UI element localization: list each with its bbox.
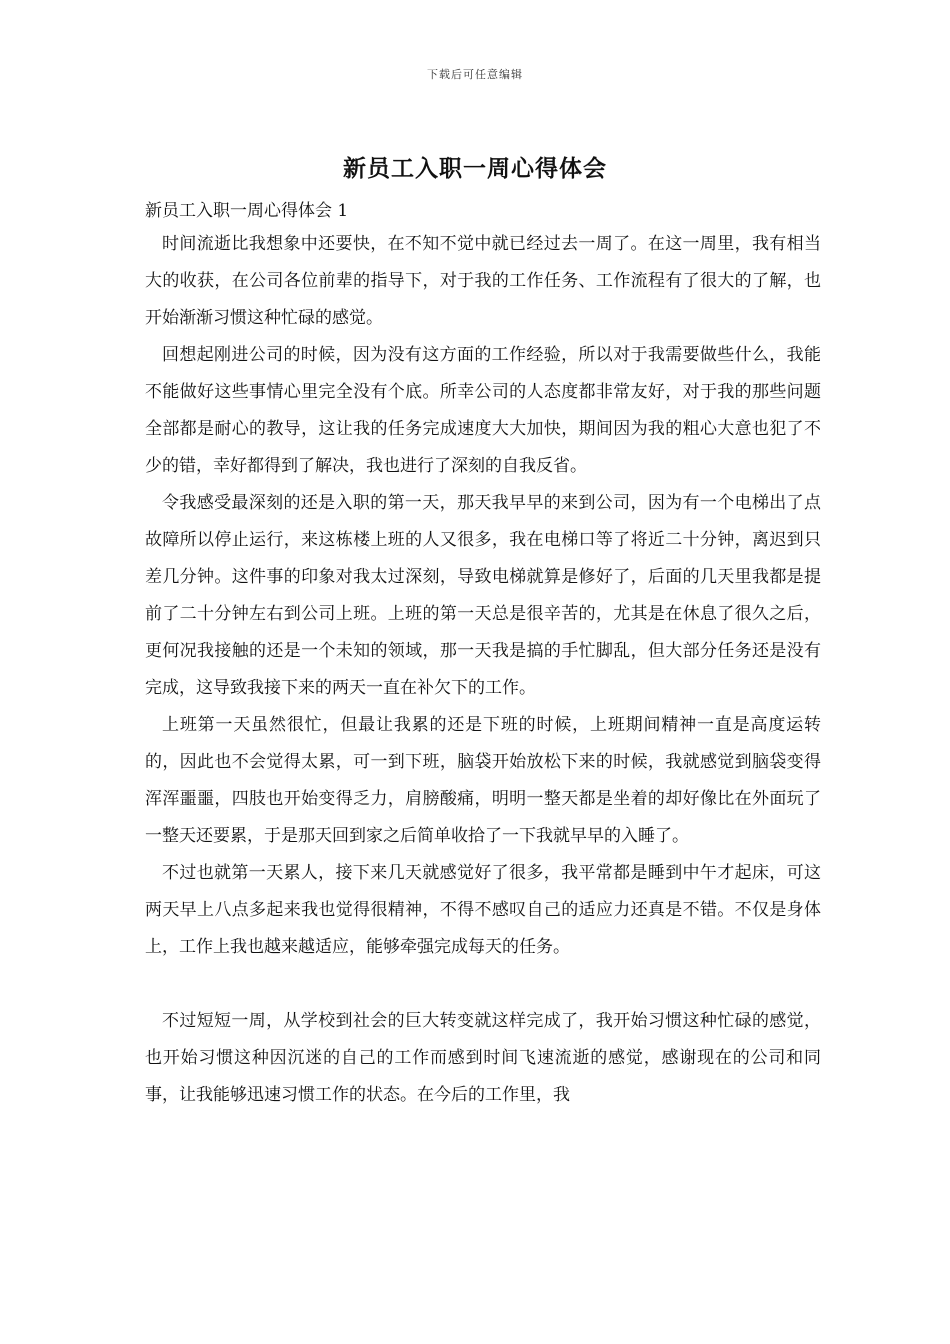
paragraph-6: 不过短短一周，从学校到社会的巨大转变就这样完成了，我开始习惯这种忙碌的感觉，也开始习惯这种因沉迷的自己的工作而感到时间飞速流逝的感觉，感谢现在的公司和同事，让我能够迅速习惯工作的状态。在今后的工作里，我 <box>145 1011 821 1105</box>
document-body <box>145 196 821 1114</box>
paragraph-3: 令我感受最深刻的还是入职的第一天，那天我早早的来到公司，因为有一个电梯出了点故障所以停止运行，来这栋楼上班的人又很多，我在电梯口等了将近二十分钟，离迟到只差几分钟。这件事的印象对我太过深刻，导致电梯就算是修好了，后面的几天里我都是提前了二十分钟左右到公司上班。上班的第一天总是很辛苦的，尤其是在休息了很久之后，更何况我接触的还是一个未知的领域，那一天我是搞的手忙脚乱，但大部分任务还是没有完成，这导致我接下来的两天一直在补欠下的工作。 <box>145 493 821 698</box>
document-title: 新员工入职一周心得体会 <box>343 155 607 182</box>
paragraph-5: 不过也就第一天累人，接下来几天就感觉好了很多，我平常都是睡到中午才起床，可这两天早上八点多起来我也觉得很精神，不得不感叹自己的适应力还真是不错。不仅是身体上，工作上我也越来越适应，能够牵强完成每天的任务。 <box>145 863 821 957</box>
paragraph-4: 上班第一天虽然很忙，但最让我累的还是下班的时候，上班期间精神一直是高度运转的，因此也不会觉得太累，可一到下班，脑袋开始放松下来的时候，我就感觉到脑袋变得浑浑噩噩，四肢也开始变得乏力，肩膀酸痛，明明一整天都是坐着的却好像比在外面玩了一整天还要累，于是那天回到家之后简单收拾了一下我就早早的入睡了。 <box>145 715 821 846</box>
paragraph-2: 回想起刚进公司的时候，因为没有这方面的工作经验，所以对于我需要做些什么，我能不能做好这些事情心里完全没有个底。所幸公司的人态度都非常友好，对于我的那些问题全部都是耐心的教导，这让我的任务完成速度大大加快，期间因为我的粗心大意也犯了不少的错，幸好都得到了解决，我也进行了深刻的自我反省。 <box>145 345 821 476</box>
section-subtitle: 新员工入职一周心得体会 1 <box>145 201 349 221</box>
paragraph-1: 时间流逝比我想象中还要快，在不知不觉中就已经过去一周了。在这一周里，我有相当大的收获，在公司各位前辈的指导下，对于我的工作任务、工作流程有了很大的了解，也开始渐渐习惯这种忙碌的感觉。 <box>145 234 821 328</box>
header-note: 下载后可任意编辑 <box>427 68 523 81</box>
